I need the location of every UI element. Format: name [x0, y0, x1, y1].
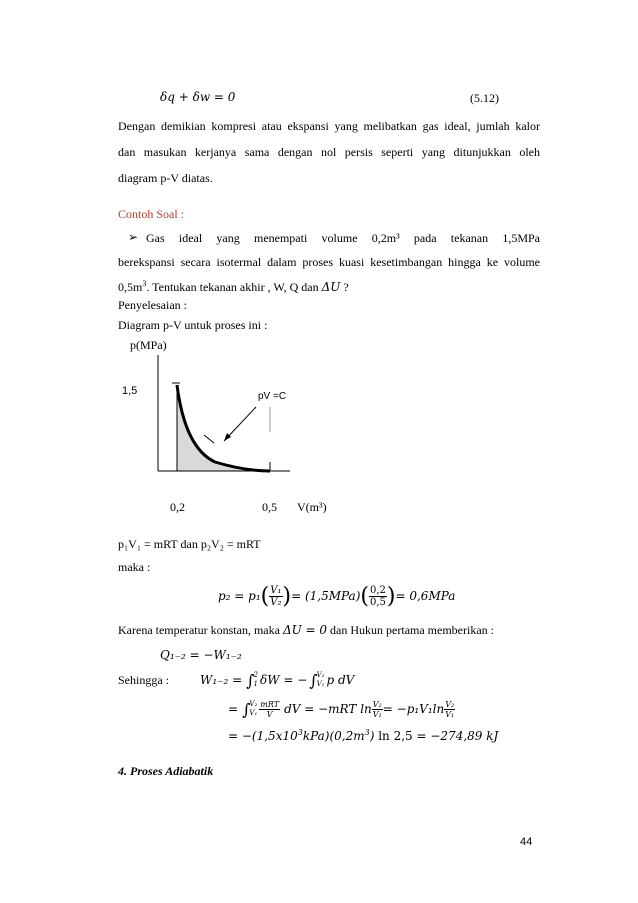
equation-5-12: δq + δw = 0	[160, 90, 236, 104]
page-number: 44	[520, 836, 533, 848]
q-equation: Q₁₋₂ = −W₁₋₂	[160, 648, 242, 662]
work-equation-line2: = ∫ V₂ V₁ $\frac{\text{mRT}}{V}$ dV = −mRT ln $\frac{\text{V₂}}{\text{V₁}}$ = −p₁V₁ln $\frac{\text{V₂}}{\text{V₁}}$	[228, 699, 455, 719]
arrow-small	[204, 435, 214, 443]
paragraph-line: diagram p-V diatas.	[118, 171, 213, 185]
diagram-intro: Diagram p-V untuk proses ini :	[118, 318, 268, 332]
area-under-curve	[177, 385, 270, 471]
maka-label: maka :	[118, 560, 151, 574]
x-tick-label: 0,5	[262, 500, 277, 514]
work-equation-line3: = $-(1,5x10^3kPa)(0,2m^3)$ ln 2,5 = −274,89 kJ	[228, 728, 499, 743]
problem-line: Gas ideal yang menempati volume 0,2m³ pada tekanan 1,5MPa	[146, 231, 540, 245]
curve-label: pV =C	[258, 391, 287, 402]
y-tick-label: 1,5	[122, 385, 138, 397]
solution-label: Penyelesaian :	[118, 298, 187, 312]
y-axis-label: p(MPa)	[130, 338, 167, 352]
sehingga-label: Sehingga :	[118, 673, 169, 687]
work-equation-line1: W₁₋₂ = ∫ 2 1 δW = − ∫ V₂ V₁ p dV	[200, 670, 355, 690]
p2-equation: p₂ = p₁ ( $\frac{\text{V₁}}{\text{V₂}}$ ) = (1,5MPa) ( $\frac{0,2}{0,5}$ ) = 0,6MPa	[218, 583, 456, 609]
problem-line: berekspansi secara isotermal dalam proses kuasi kesetimbangan hingga ke volume	[118, 255, 540, 269]
relation-line: p₁V₁ = mRT dan p₂V₂ = mRT	[118, 537, 261, 551]
x-tick-label: 0,2	[170, 500, 185, 514]
paragraph-line: dan masukan kerjanya sama dengan nol persis seperti yang ditunjukkan oleh	[118, 145, 540, 159]
karena-line: Karena temperatur konstan, maka ΔU = 0 dan Hukun pertama memberikan :	[118, 623, 494, 637]
section-heading: 4. Proses Adiabatik	[118, 764, 214, 778]
paragraph-line: Dengan demikian kompresi atau ekspansi yang melibatkan gas ideal, jumlah kalor	[118, 119, 540, 133]
x-axis-label: V(m³)	[297, 500, 327, 514]
bullet-icon: ➢	[128, 230, 139, 244]
example-heading: Contoh Soal :	[118, 207, 185, 221]
equation-number: (5.12)	[470, 91, 499, 105]
problem-line: $0,5m^3$. Tentukan tekanan akhir , W, Q dan ΔU ?	[118, 279, 349, 294]
